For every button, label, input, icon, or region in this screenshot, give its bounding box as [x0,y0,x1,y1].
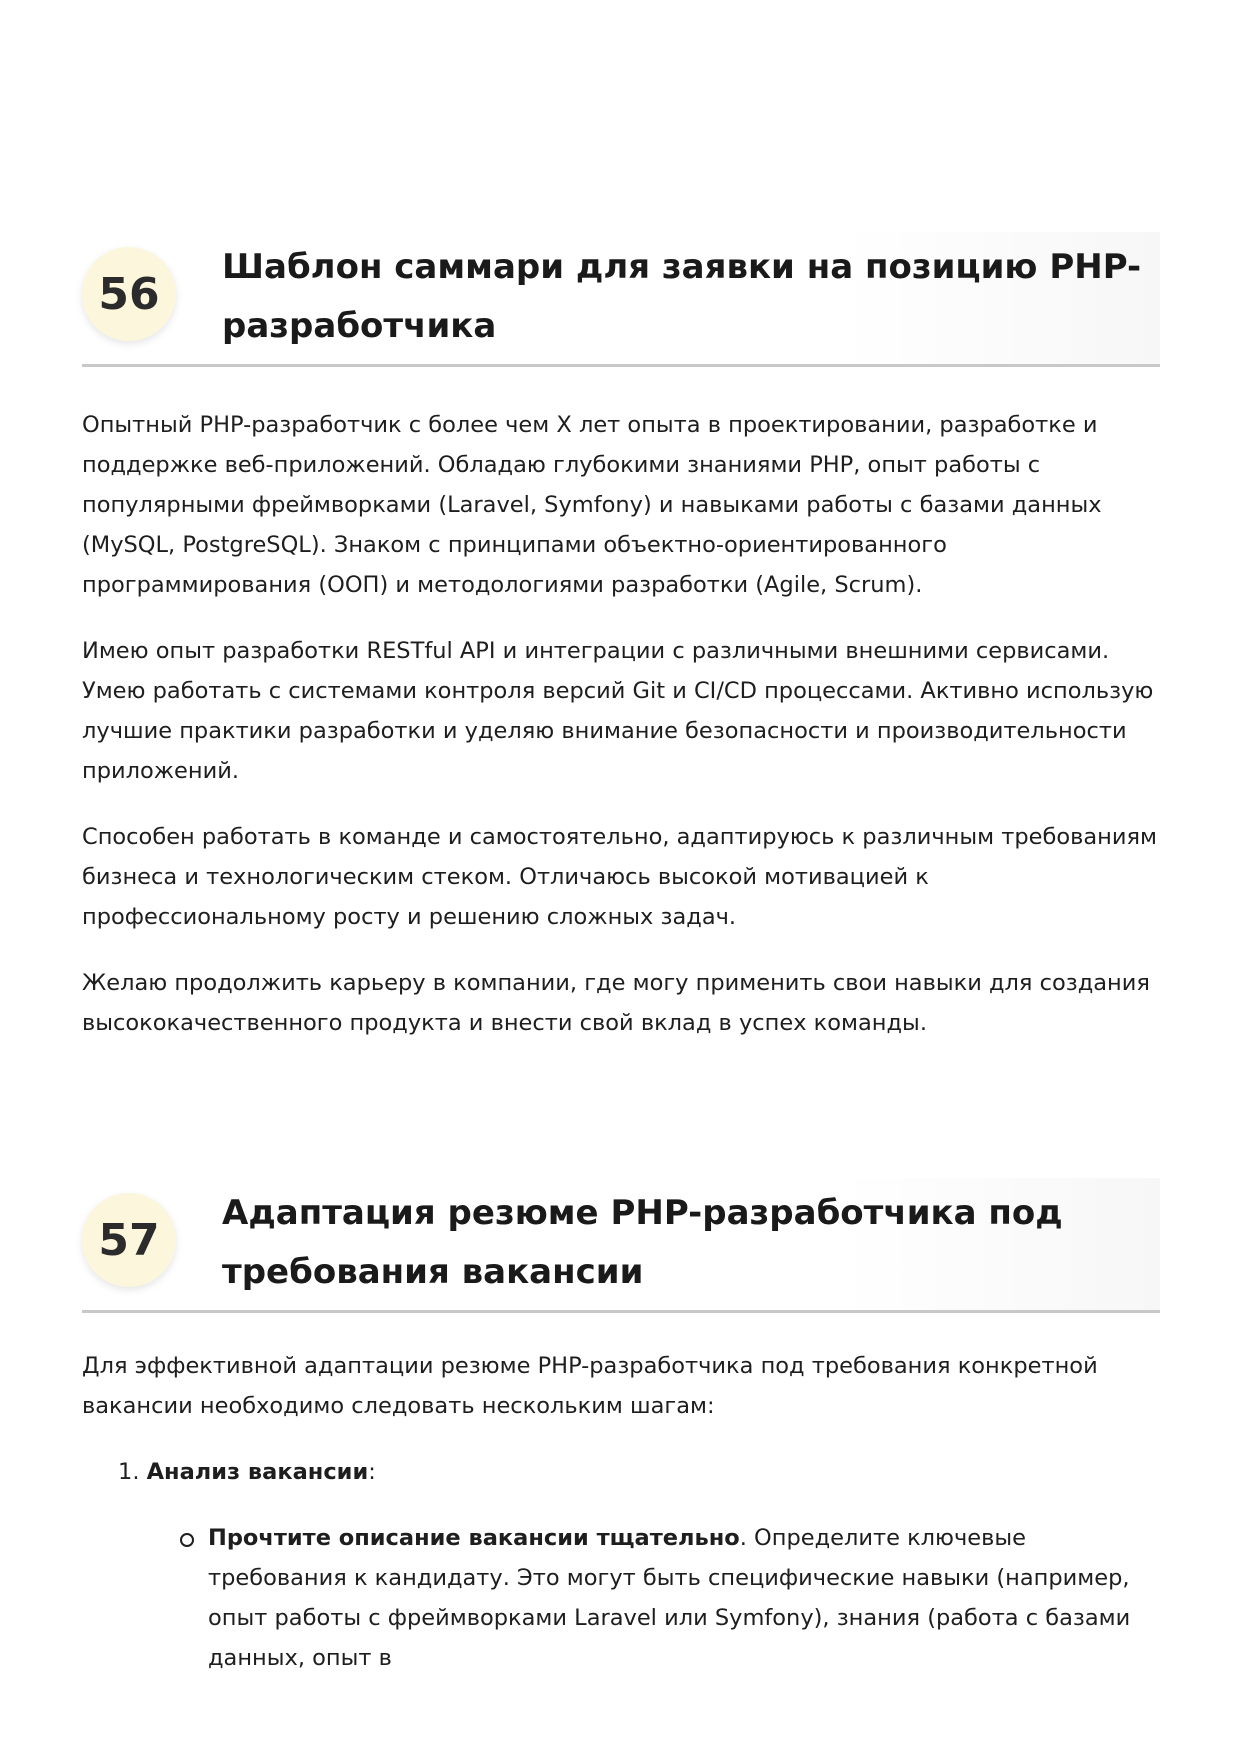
paragraph: Имею опыт разработки RESTful API и интеграции с различными внешними сервисами. Умею работать с системами контроля версий Git и CI/CD процессами. Активно использую лучшие практики разработки и уделяю внимание безопасности и производительности приложений. [82,638,1154,784]
section-header-56 [82,232,1160,367]
section-number-badge: 56 [82,247,176,341]
section-number-badge: 57 [82,1193,176,1287]
sub-item-bold: Прочтите описание вакансии тщательно [208,1525,740,1551]
section-title: Шаблон саммари для заявки на позицию PHP-разработчика [222,247,1142,346]
list-item-label: Анализ вакансии [146,1459,369,1485]
paragraph: Способен работать в команде и самостоятельно, адаптируюсь к различным требованиям бизнеса и технологическим стеком. Отличаюсь высокой мотивацией к профессиональному росту и решению сложных задач. [82,824,1157,930]
sub-list-item [208,1518,1160,1678]
ordered-list-item [118,1452,376,1492]
paragraph: Для эффективной адаптации резюме PHP-разработчика под требования конкретной вакансии необходимо следовать нескольким шагам: [82,1353,1098,1419]
section-header-57 [82,1178,1160,1313]
section-title: Адаптация резюме PHP-разработчика под требования вакансии [222,1193,1063,1292]
sub-item-text: . Определите ключевые требования к кандидату. Это могут быть специфические навыки (например, опыт работы с фреймворками Laravel или Symfony), знания (работа с базами данных, опыт в [208,1525,1131,1671]
circle-bullet-icon [180,1533,194,1547]
paragraph: Опытный PHP-разработчик с более чем X лет опыта в проектировании, разработке и поддержке веб-приложений. Обладаю глубокими знаниями PHP, опыт работы с популярными фреймворками (Laravel, Symfony) и навыками работы с базами данных (MySQL, PostgreSQL). Знаком с принципами объектно-ориентированного программирования (ООП) и методологиями разработки (Agile, Scrum). [82,412,1102,598]
paragraph: Желаю продолжить карьеру в компании, где могу применить свои навыки для создания высококачественного продукта и внести свой вклад в успех команды. [82,970,1150,1036]
list-marker: 1. [118,1459,140,1485]
list-item-suffix: : [368,1459,376,1485]
section-body-56 [82,405,1160,1069]
section-intro-57 [82,1346,1160,1452]
